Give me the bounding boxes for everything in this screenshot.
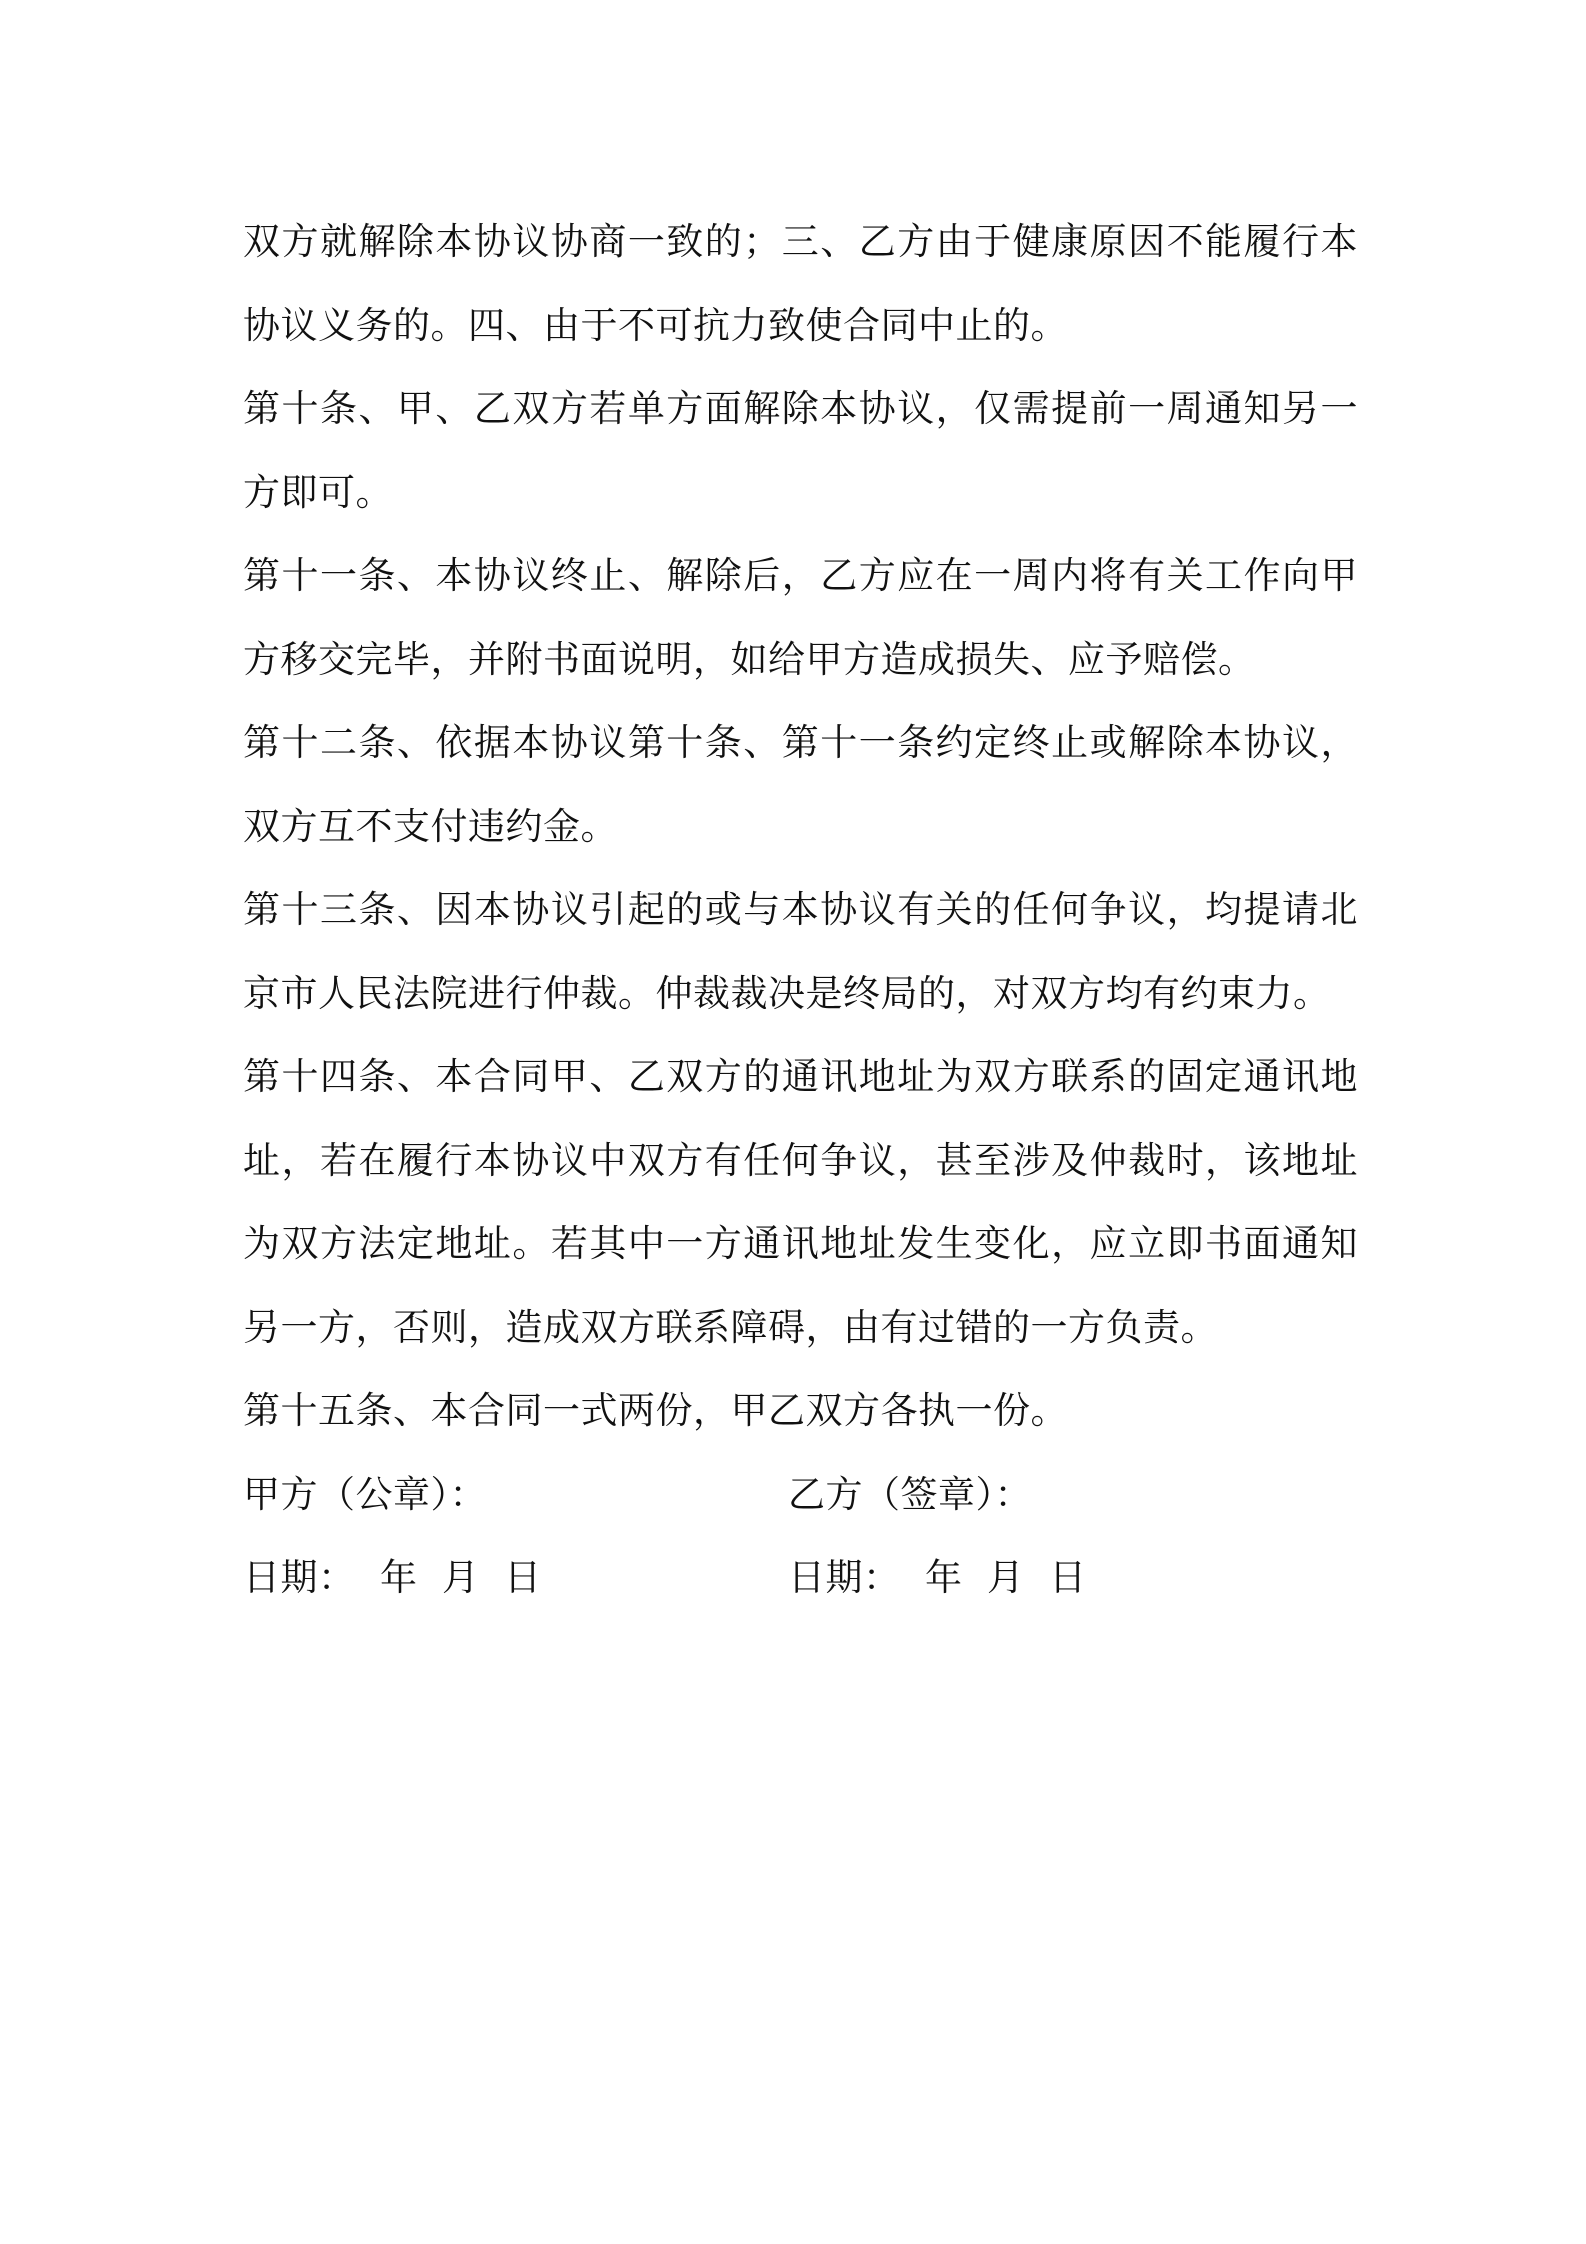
signature-row bbox=[243, 1453, 1358, 1537]
party-b-date: 日期： 年 月 日 bbox=[788, 1556, 1087, 1599]
date-row bbox=[243, 1536, 1358, 1620]
paragraph-article-12: 第十二条、依据本协议第十条、第十一条约定终止或解除本协议，双方互不支付违约金。 bbox=[243, 721, 1358, 848]
party-a-date: 日期： 年 月 日 bbox=[243, 1556, 542, 1599]
party-a-seal-label: 甲方（公章）： bbox=[243, 1472, 487, 1516]
party-b-seal-label: 乙方（签章）： bbox=[788, 1472, 1032, 1516]
document-body bbox=[243, 200, 1358, 1620]
paragraph-article-13: 第十三条、因本协议引起的或与本协议有关的任何争议，均提请北京市人民法院进行仲裁。仲裁裁决是终局的，对双方均有约束力。 bbox=[243, 888, 1358, 1015]
paragraph-article-15: 第十五条、本合同一式两份，甲乙双方各执一份。 bbox=[243, 1389, 1068, 1432]
paragraph-article-11: 第十一条、本协议终止、解除后，乙方应在一周内将有关工作向甲方移交完毕，并附书面说明，如给甲方造成损失、应予赔偿。 bbox=[243, 554, 1358, 681]
paragraph-article-14: 第十四条、本合同甲、乙双方的通讯地址为双方联系的固定通讯地址，若在履行本协议中双方有任何争议，甚至涉及仲裁时，该地址为双方法定地址。若其中一方通讯地址发生变化，应立即书面通知另一方，否则，造成双方联系障碍，由有过错的一方负责。 bbox=[243, 1055, 1358, 1349]
paragraph-article-10: 第十条、甲、乙双方若单方面解除本协议，仅需提前一周通知另一方即可。 bbox=[243, 387, 1358, 514]
paragraph-termination-conditions: 双方就解除本协议协商一致的；三、乙方由于健康原因不能履行本协议义务的。四、由于不可抗力致使合同中止的。 bbox=[243, 220, 1358, 347]
